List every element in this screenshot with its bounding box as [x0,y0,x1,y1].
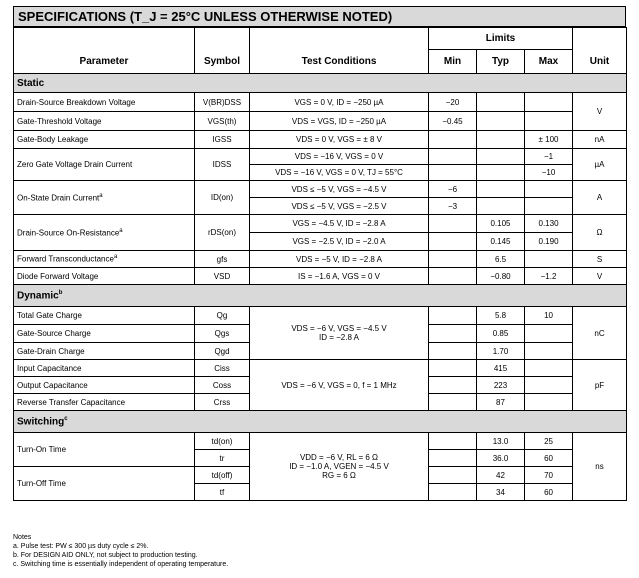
symbol-cell: IDSS [195,149,250,181]
footnote-marker: a [119,227,123,234]
param-label [14,181,195,215]
typ-cell [477,149,525,165]
min-cell: −3 [429,198,477,215]
table-row [14,307,627,325]
header-symbol: Symbol [195,50,250,74]
max-cell [525,360,573,377]
param-label: Drain-Source Breakdown Voltage [14,93,195,112]
condition-cell: VDS = −5 V, ID = −2.8 A [250,251,429,268]
symbol-cell: VGS(th) [195,112,250,131]
symbol-cell: Qg [195,307,250,325]
max-cell [525,325,573,343]
min-cell [429,251,477,268]
min-cell [429,268,477,285]
param-label: Gate-Threshold Voltage [14,112,195,131]
footnote-marker: b [58,289,63,296]
param-text: On-State Drain Current [17,193,100,203]
unit-cell: S [573,251,627,268]
header-typ: Typ [477,50,525,74]
section-switching [14,411,627,433]
unit-cell: ns [573,433,627,501]
condition-cell: VGS = −4.5 V, ID = −2.8 A [250,215,429,233]
typ-cell [477,131,525,149]
unit-cell: nA [573,131,627,149]
min-cell [429,450,477,467]
specifications-table [13,27,627,501]
unit-cell: pF [573,360,627,411]
min-cell [429,149,477,165]
max-cell [525,93,573,112]
symbol-cell: V(BR)DSS [195,93,250,112]
condition-line: VDS = −6 V, VGS = −4.5 V [291,324,387,333]
condition-cell: IS = −1.6 A, VGS = 0 V [250,268,429,285]
footnote-marker: a [99,192,103,199]
condition-line: ID = −2.8 A [318,333,360,342]
symbol-cell: gfs [195,251,250,268]
symbol-cell: Crss [195,394,250,411]
unit-cell: nC [573,307,627,360]
min-cell [429,484,477,501]
typ-cell [477,198,525,215]
param-label: Zero Gate Voltage Drain Current [14,149,195,181]
min-cell [429,233,477,251]
table-row [14,268,627,285]
notes-heading: Notes [13,534,32,541]
typ-cell [477,93,525,112]
min-cell [429,343,477,360]
max-cell [525,394,573,411]
page-title: SPECIFICATIONS (T_J = 25°C UNLESS OTHERWISE NOTED) [13,6,626,27]
max-cell [525,112,573,131]
typ-cell [477,181,525,198]
typ-cell: 36.0 [477,450,525,467]
typ-cell: −0.80 [477,268,525,285]
param-label: Input Capacitance [14,360,195,377]
param-label: Output Capacitance [14,377,195,394]
note-item: b. For DESIGN AID ONLY, not subject to production testing. [13,552,198,559]
unit-cell: V [573,93,627,131]
symbol-cell: Qgs [195,325,250,343]
min-cell [429,377,477,394]
min-cell: −20 [429,93,477,112]
condition-cell: VDS = −6 V, VGS = 0, f = 1 MHz [250,360,429,411]
param-label: Turn-On Time [14,433,195,467]
header-limits: Limits [429,28,573,50]
typ-cell: 0.145 [477,233,525,251]
condition-cell: VDS = 0 V, VGS = ± 8 V [250,131,429,149]
table-row [14,433,627,450]
note-item: c. Switching time is essentially independent of operating temperature. [13,561,229,568]
unit-cell: Ω [573,215,627,251]
header-blank [573,28,627,50]
section-dynamic [14,285,627,307]
notes-block [13,533,626,569]
min-cell [429,307,477,325]
header-test-conditions: Test Conditions [250,50,429,74]
max-cell: 60 [525,450,573,467]
max-cell [525,343,573,360]
symbol-cell: rDS(on) [195,215,250,251]
param-label: Turn-Off Time [14,467,195,501]
max-cell: 25 [525,433,573,450]
symbol-cell: VSD [195,268,250,285]
min-cell [429,467,477,484]
header-blank [14,28,195,50]
min-cell [429,433,477,450]
symbol-cell: ID(on) [195,181,250,215]
condition-cell: VDS ≤ −5 V, VGS = −4.5 V [250,181,429,198]
symbol-cell: td(on) [195,433,250,450]
param-label: Gate-Source Charge [14,325,195,343]
footnote-marker: a [113,254,118,261]
header-unit: Unit [573,50,627,74]
symbol-cell: IGSS [195,131,250,149]
min-cell [429,325,477,343]
condition-cell: VDS = −16 V, VGS = 0 V, TJ = 55°C [250,165,429,181]
max-cell: −1.2 [525,268,573,285]
param-label [14,251,195,268]
max-cell: ± 100 [525,131,573,149]
table-row [14,93,627,112]
header-parameter: Parameter [14,50,195,74]
typ-cell [477,112,525,131]
typ-cell: 5.8 [477,307,525,325]
max-cell: −1 [525,149,573,165]
typ-cell: 0.85 [477,325,525,343]
min-cell [429,360,477,377]
condition-cell [250,307,429,360]
param-label [14,215,195,251]
max-cell: 0.130 [525,215,573,233]
max-cell [525,198,573,215]
typ-cell: 34 [477,484,525,501]
param-label: Diode Forward Voltage [14,268,195,285]
condition-line: RG = 6 Ω [322,471,356,480]
condition-cell: VDS = VGS, ID = −250 µA [250,112,429,131]
table-row [14,360,627,377]
condition-cell: VGS = 0 V, ID = −250 µA [250,93,429,112]
param-label: Reverse Transfer Capacitance [14,394,195,411]
typ-cell: 42 [477,467,525,484]
min-cell [429,215,477,233]
max-cell: 10 [525,307,573,325]
param-label: Gate-Body Leakage [14,131,195,149]
table-row [14,149,627,165]
typ-cell [477,165,525,181]
symbol-cell: td(off) [195,467,250,484]
symbol-cell: Qgd [195,343,250,360]
condition-cell: VDS ≤ −5 V, VGS = −2.5 V [250,198,429,215]
header-min: Min [429,50,477,74]
typ-cell: 1.70 [477,343,525,360]
param-label: Gate-Drain Charge [14,343,195,360]
typ-cell: 223 [477,377,525,394]
condition-cell: VGS = −2.5 V, ID = −2.0 A [250,233,429,251]
condition-line: VDD = −6 V, RL = 6 Ω [299,453,379,462]
max-cell [525,251,573,268]
symbol-cell: tf [195,484,250,501]
symbol-cell: Coss [195,377,250,394]
max-cell: 70 [525,467,573,484]
typ-cell: 0.105 [477,215,525,233]
min-cell [429,165,477,181]
header-blank [250,28,429,50]
table-row [14,112,627,131]
condition-cell: VDS = −16 V, VGS = 0 V [250,149,429,165]
min-cell: −0.45 [429,112,477,131]
table-row [14,215,627,233]
unit-cell: V [573,268,627,285]
note-item: a. Pulse test: PW ≤ 300 µs duty cycle ≤ 2%. [13,543,149,550]
section-static: Static [14,74,627,93]
symbol-cell: Ciss [195,360,250,377]
condition-line: ID = −1.0 A, VGEN = −4.5 V [289,462,389,471]
unit-cell: µA [573,149,627,181]
max-cell: −10 [525,165,573,181]
param-text: Forward Transconductance [17,254,114,264]
condition-cell [250,433,429,501]
header-max: Max [525,50,573,74]
typ-cell: 415 [477,360,525,377]
unit-cell: A [573,181,627,215]
section-title: Switching [17,416,65,428]
typ-cell: 13.0 [477,433,525,450]
min-cell: −6 [429,181,477,198]
table-row [14,181,627,198]
max-cell [525,181,573,198]
table-row [14,131,627,149]
typ-cell: 6.5 [477,251,525,268]
max-cell: 0.190 [525,233,573,251]
typ-cell: 87 [477,394,525,411]
param-label: Total Gate Charge [14,307,195,325]
param-text: Drain-Source On-Resistance [17,228,120,238]
section-title: Dynamic [17,290,59,302]
max-cell: 60 [525,484,573,501]
min-cell [429,131,477,149]
min-cell [429,394,477,411]
max-cell [525,377,573,394]
footnote-marker: c [64,415,68,422]
symbol-cell: tr [195,450,250,467]
header-blank [195,28,250,50]
table-row [14,251,627,268]
